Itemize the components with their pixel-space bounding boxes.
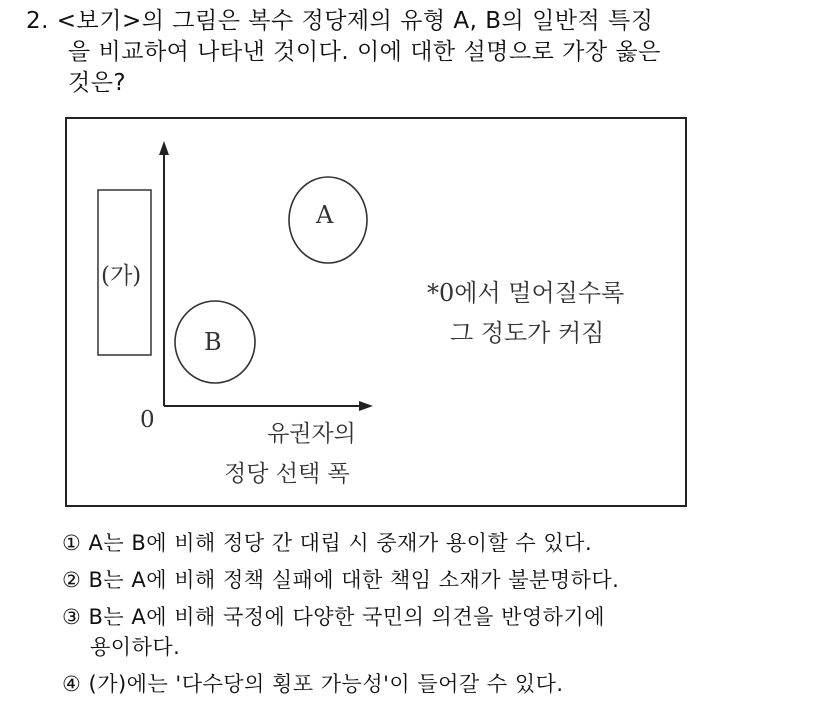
choice-3-text-cont: 용이하다. xyxy=(90,635,181,659)
x-axis-label-line-2: 정당 선택 폭 xyxy=(224,461,350,487)
circle-a-label: A xyxy=(316,201,334,229)
question-line-1: 2. <보기>의 그림은 복수 정당제의 유형 A, B의 일반적 특징 xyxy=(26,8,654,34)
choice-3-text: ③ B는 A에 비해 국정에 다양한 국민의 의견을 반영하기에 xyxy=(62,605,606,629)
choice-1[interactable] xyxy=(62,528,822,558)
note-line-2: 그 정도가 커짐 xyxy=(450,319,605,347)
choice-4[interactable] xyxy=(62,669,822,699)
question-line-2: 을 비교하여 나타낸 것이다. 이에 대한 설명으로 가장 옳은 xyxy=(68,39,661,65)
figure-box xyxy=(65,117,687,507)
origin-label: 0 xyxy=(140,407,155,433)
question-stem xyxy=(26,6,806,99)
y-axis-arrow xyxy=(159,141,169,155)
choice-3[interactable] xyxy=(62,602,822,662)
choice-4-text: ④ (가)에는 '다수당의 횡포 가능성'이 들어갈 수 있다. xyxy=(62,672,564,696)
answer-choices xyxy=(62,528,822,699)
x-axis-arrow xyxy=(359,401,373,411)
x-axis-label-line-1: 유권자의 xyxy=(267,421,356,447)
choice-1-text: ① A는 B에 비해 정당 간 대립 시 중재가 용이할 수 있다. xyxy=(62,531,593,555)
choice-2[interactable] xyxy=(62,565,822,595)
ga-label: (가) xyxy=(101,263,142,289)
circle-b-label: B xyxy=(204,328,222,356)
note-line-1: *0에서 멀어질수록 xyxy=(427,279,625,307)
question-line-3: 것은? xyxy=(68,70,127,96)
choice-2-text: ② B는 A에 비해 정책 실패에 대한 책임 소재가 불분명하다. xyxy=(62,568,620,592)
